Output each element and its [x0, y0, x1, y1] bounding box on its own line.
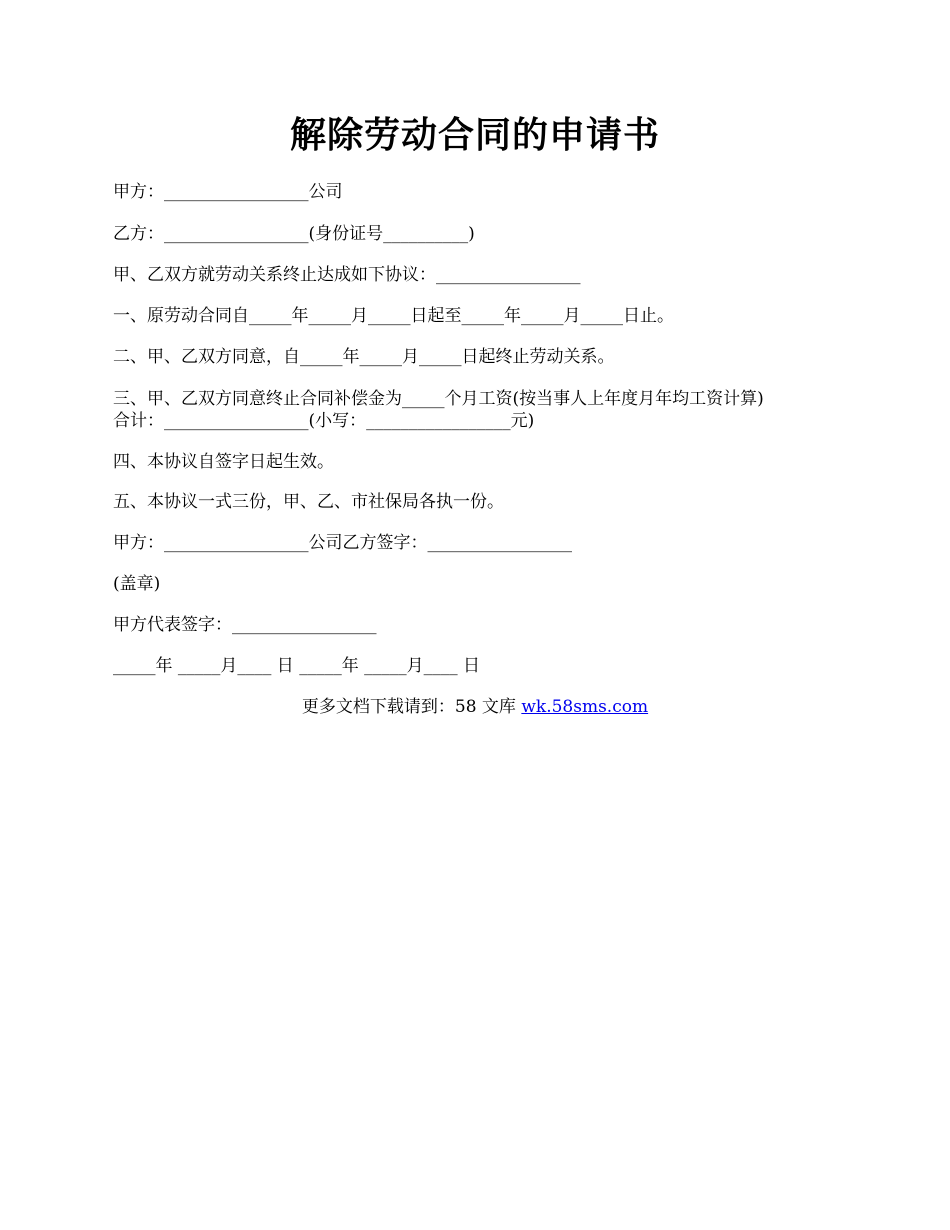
clause-1: 一、原劳动合同自_____年_____月_____日起至_____年_____月_____日止。	[113, 306, 674, 326]
clause-3: 三、甲、乙双方同意终止合同补偿金为_____个月工资(按当事人上年度月年均工资计算)	[113, 389, 764, 409]
representative-signature-line: 甲方代表签字：_________________	[113, 615, 377, 635]
clause-3-total: 合计：_________________(小写：_________________元)	[113, 411, 535, 431]
footer-link[interactable]: wk.58sms.com	[521, 697, 649, 717]
document-title: 解除劳动合同的申请书	[289, 115, 660, 156]
party-a-line: 甲方：_________________公司	[113, 182, 343, 202]
signature-line: 甲方：_________________公司乙方签字：_________________	[113, 533, 572, 553]
party-b-line: 乙方：_________________(身份证号__________)	[113, 224, 475, 244]
footer-prefix: 更多文档下载请到：58 文库	[301, 697, 522, 717]
agreement-intro-line: 甲、乙双方就劳动关系终止达成如下协议：_________________	[113, 265, 581, 285]
clause-5: 五、本协议一式三份，甲、乙、市社保局各执一份。	[113, 492, 504, 512]
clause-4: 四、本协议自签字日起生效。	[113, 452, 334, 472]
footer-note	[0, 695, 950, 719]
seal-note: (盖章)	[113, 574, 161, 594]
clause-2: 二、甲、乙双方同意，自_____年_____月_____日起终止劳动关系。	[113, 347, 615, 367]
date-line: _____年 _____月____ 日 _____年 _____月____ 日	[113, 656, 481, 676]
